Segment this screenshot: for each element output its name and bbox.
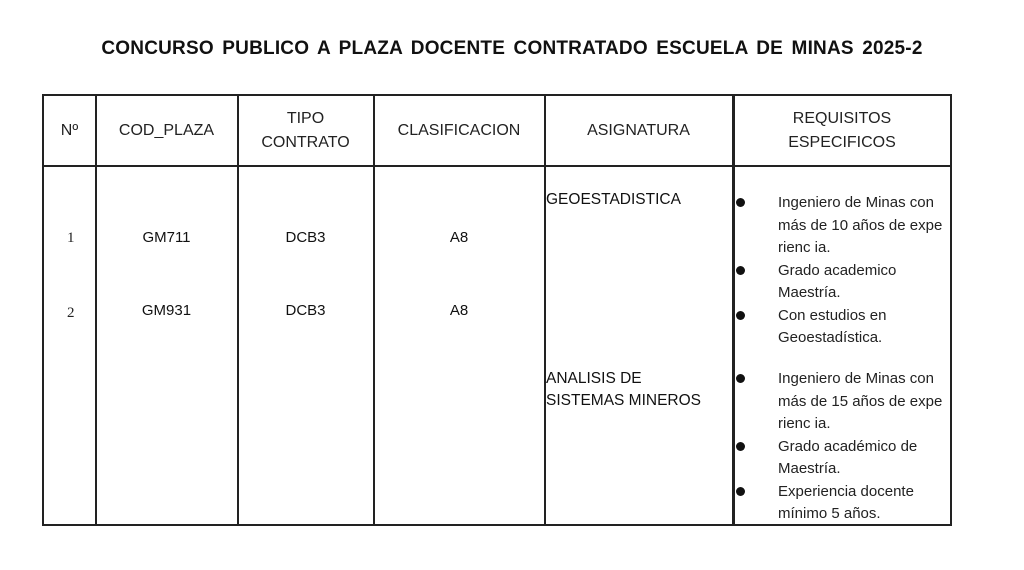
requirement-text: Grado academico Maestría. — [778, 261, 897, 301]
requirement-item — [736, 481, 946, 526]
subject-2-line1: ANALISIS DE — [546, 370, 642, 387]
requirement-item — [736, 260, 946, 305]
subject-2-requirements — [736, 368, 946, 526]
row-2-number: 2 — [67, 305, 75, 321]
row-1-clasificacion: A8 — [449, 229, 469, 246]
header-tipo-line2: CONTRATO — [261, 134, 350, 151]
requirement-text: Grado académico de Maestría. — [778, 437, 918, 477]
header-asignatura: ASIGNATURA — [587, 122, 690, 139]
bullet-icon — [736, 442, 745, 451]
requirement-item — [736, 305, 946, 350]
bullet-icon — [736, 487, 745, 496]
header-requisitos-line1: REQUISITOS — [792, 110, 892, 127]
requirement-text: Ingeniero de Minas con más de 15 años de expe rienc ia. — [778, 370, 943, 432]
requirement-item — [736, 192, 946, 260]
requirement-text: Ingeniero de Minas con más de 10 años de expe rienc ia. — [778, 194, 943, 256]
subject-1-name — [546, 189, 681, 211]
bullet-icon — [736, 198, 745, 207]
subject-2-line2: SISTEMAS MINEROS — [546, 392, 702, 409]
page-title: CONCURSO PUBLICO A PLAZA DOCENTE CONTRATADO ESCUELA DE MINAS 2025-2 — [101, 38, 923, 59]
positions-table — [42, 94, 952, 526]
bullet-icon — [736, 266, 745, 275]
requirement-text: Con estudios en Geoestadística. — [778, 306, 887, 346]
row-2-clasificacion: A8 — [449, 302, 469, 319]
requirement-item — [736, 368, 946, 436]
row-2-cod-plaza: GM931 — [141, 302, 192, 319]
header-clasificacion: CLASIFICACION — [397, 122, 521, 139]
row-1-cod-plaza: GM711 — [142, 229, 191, 246]
bullet-icon — [736, 374, 745, 383]
header-requisitos-line2: ESPECIFICOS — [788, 134, 896, 151]
row-2-tipo: DCB3 — [285, 302, 326, 319]
header-requisitos — [734, 96, 950, 166]
bullet-icon — [736, 311, 745, 320]
subject-1-requirements — [736, 192, 946, 350]
header-tipo-contrato — [238, 96, 373, 166]
subject-2-name — [546, 368, 701, 412]
subject-1-line1: GEOESTADISTICA — [546, 191, 681, 208]
row-1-tipo: DCB3 — [285, 229, 326, 246]
header-tipo-line1: TIPO — [286, 110, 325, 127]
header-cod-plaza: COD_PLAZA — [118, 122, 215, 139]
row-1-number: 1 — [67, 230, 75, 246]
header-no: Nº — [60, 122, 79, 139]
requirement-text: Experiencia docente mínimo 5 años. — [778, 482, 914, 522]
requirement-item — [736, 436, 946, 481]
